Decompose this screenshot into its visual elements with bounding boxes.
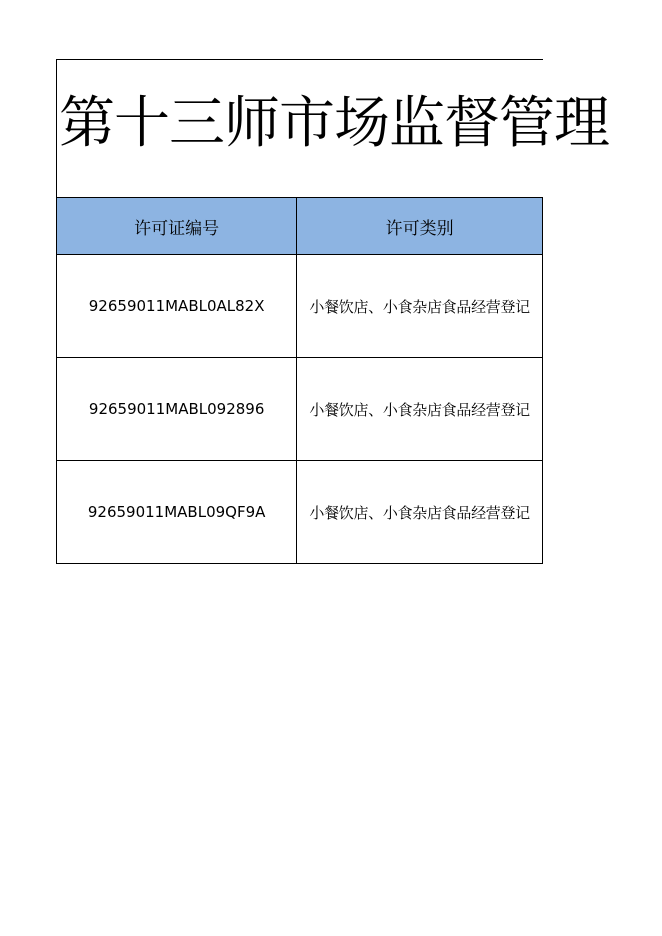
table-row xyxy=(57,358,543,461)
license-no-cell: 92659011MABL09QF9A xyxy=(57,461,297,564)
header-category: 许可类别 xyxy=(297,198,543,255)
header-row xyxy=(57,198,543,255)
table-row xyxy=(57,461,543,564)
license-no-cell: 92659011MABL0AL82X xyxy=(57,255,297,358)
spreadsheet-page xyxy=(56,59,609,564)
header-license-no: 许可证编号 xyxy=(57,198,297,255)
category-cell: 小餐饮店、小食杂店食品经营登记 xyxy=(297,358,543,461)
category-cell: 小餐饮店、小食杂店食品经营登记 xyxy=(297,461,543,564)
title-cell xyxy=(56,59,609,197)
page-title: 第十三师市场监督管理 xyxy=(59,91,609,156)
table-row xyxy=(57,255,543,358)
license-table xyxy=(56,197,543,564)
category-cell: 小餐饮店、小食杂店食品经营登记 xyxy=(297,255,543,358)
license-no-cell: 92659011MABL092896 xyxy=(57,358,297,461)
